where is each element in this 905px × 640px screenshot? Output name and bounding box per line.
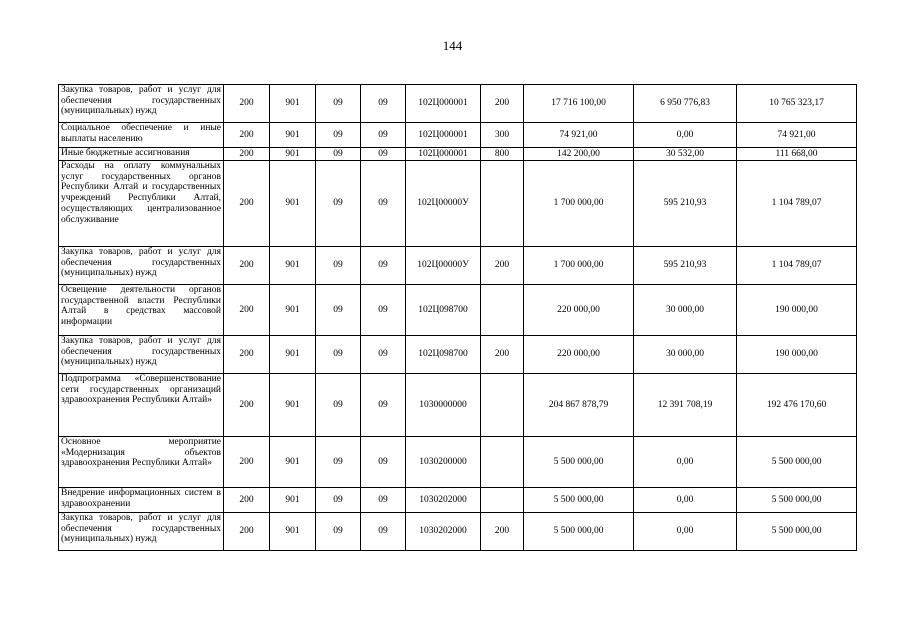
row-amount-planned: 220 000,00	[524, 285, 634, 336]
row-code-admin: 200	[224, 374, 270, 437]
row-code-admin: 200	[224, 161, 270, 247]
row-amount-executed: 30 000,00	[634, 336, 737, 374]
row-code-admin: 200	[224, 336, 270, 374]
row-code-section: 09	[316, 374, 361, 437]
row-code-section: 09	[316, 336, 361, 374]
row-amount-remaining: 190 000,00	[737, 285, 857, 336]
row-code-expense-type: 200	[481, 336, 524, 374]
row-code-expense-type	[481, 285, 524, 336]
row-code-section: 09	[316, 161, 361, 247]
row-code-target: 1030202000	[406, 488, 481, 513]
row-code-ministry: 901	[270, 161, 316, 247]
row-code-target: 1030200000	[406, 437, 481, 488]
row-amount-remaining: 5 500 000,00	[737, 488, 857, 513]
row-code-target: 1030202000	[406, 513, 481, 551]
row-amount-planned: 74 921,00	[524, 123, 634, 148]
row-amount-remaining: 1 104 789,07	[737, 247, 857, 285]
row-code-section: 09	[316, 285, 361, 336]
row-code-target: 102Ц000001	[406, 85, 481, 123]
row-code-subsection: 09	[361, 336, 406, 374]
row-name: Внедрение информационных систем в здравоохранении	[59, 488, 224, 513]
row-amount-remaining: 190 000,00	[737, 336, 857, 374]
row-code-subsection: 09	[361, 85, 406, 123]
row-code-subsection: 09	[361, 123, 406, 148]
row-amount-planned: 1 700 000,00	[524, 161, 634, 247]
row-code-ministry: 901	[270, 437, 316, 488]
row-amount-planned: 5 500 000,00	[524, 437, 634, 488]
row-amount-planned: 1 700 000,00	[524, 247, 634, 285]
row-code-expense-type	[481, 488, 524, 513]
row-code-subsection: 09	[361, 285, 406, 336]
row-name: Основное мероприятие «Модернизация объектов здравоохранения Республики Алтай»	[59, 437, 224, 488]
row-name: Социальное обеспечение и иные выплаты населению	[59, 123, 224, 148]
table-row	[59, 85, 857, 123]
row-code-ministry: 901	[270, 374, 316, 437]
row-amount-executed: 30 000,00	[634, 285, 737, 336]
row-code-ministry: 901	[270, 285, 316, 336]
row-code-subsection: 09	[361, 488, 406, 513]
row-code-subsection: 09	[361, 437, 406, 488]
row-code-target: 102Ц098700	[406, 285, 481, 336]
row-amount-planned: 204 867 878,79	[524, 374, 634, 437]
row-code-admin: 200	[224, 285, 270, 336]
row-amount-remaining: 1 104 789,07	[737, 161, 857, 247]
row-amount-executed: 595 210,93	[634, 161, 737, 247]
row-code-section: 09	[316, 123, 361, 148]
row-amount-planned: 17 716 100,00	[524, 85, 634, 123]
table-row	[59, 336, 857, 374]
row-code-section: 09	[316, 488, 361, 513]
row-amount-remaining: 111 668,00	[737, 148, 857, 161]
row-code-target: 102Ц000001	[406, 123, 481, 148]
row-code-expense-type	[481, 161, 524, 247]
row-code-target: 102Ц00000У	[406, 247, 481, 285]
row-code-section: 09	[316, 148, 361, 161]
row-name: Расходы на оплату коммунальных услуг государственных органов Республики Алтай и государственных учреждений Республики Алтай, осуществляющих централизованное обслуживание	[59, 161, 224, 247]
row-code-subsection: 09	[361, 161, 406, 247]
row-code-admin: 200	[224, 123, 270, 148]
row-code-ministry: 901	[270, 123, 316, 148]
row-amount-executed: 12 391 708,19	[634, 374, 737, 437]
row-amount-executed: 0,00	[634, 123, 737, 148]
row-code-ministry: 901	[270, 148, 316, 161]
table-row	[59, 148, 857, 161]
row-code-target: 102Ц00000У	[406, 161, 481, 247]
row-code-target: 102Ц098700	[406, 336, 481, 374]
row-code-ministry: 901	[270, 336, 316, 374]
row-code-admin: 200	[224, 488, 270, 513]
table-row	[59, 247, 857, 285]
row-code-expense-type: 200	[481, 85, 524, 123]
row-code-admin: 200	[224, 513, 270, 551]
page-number: 144	[442, 38, 463, 53]
row-amount-remaining: 5 500 000,00	[737, 513, 857, 551]
row-amount-executed: 0,00	[634, 437, 737, 488]
row-code-ministry: 901	[270, 85, 316, 123]
row-code-subsection: 09	[361, 374, 406, 437]
row-code-section: 09	[316, 85, 361, 123]
row-code-expense-type: 200	[481, 247, 524, 285]
row-code-target: 1030000000	[406, 374, 481, 437]
table-row	[59, 488, 857, 513]
row-amount-planned: 5 500 000,00	[524, 488, 634, 513]
budget-table	[58, 84, 857, 551]
row-code-subsection: 09	[361, 513, 406, 551]
row-code-admin: 200	[224, 247, 270, 285]
row-name: Закупка товаров, работ и услуг для обеспечения государственных (муниципальных) нужд	[59, 513, 224, 551]
table-row	[59, 437, 857, 488]
row-code-admin: 200	[224, 85, 270, 123]
row-code-ministry: 901	[270, 488, 316, 513]
table-row	[59, 374, 857, 437]
row-name: Закупка товаров, работ и услуг для обеспечения государственных (муниципальных) нужд	[59, 336, 224, 374]
row-name: Закупка товаров, работ и услуг для обеспечения государственных (муниципальных) нужд	[59, 247, 224, 285]
row-amount-executed: 595 210,93	[634, 247, 737, 285]
row-code-subsection: 09	[361, 148, 406, 161]
row-amount-executed: 30 532,00	[634, 148, 737, 161]
row-amount-remaining: 74 921,00	[737, 123, 857, 148]
row-code-expense-type	[481, 437, 524, 488]
row-amount-executed: 6 950 776,83	[634, 85, 737, 123]
table-row	[59, 285, 857, 336]
table-row	[59, 513, 857, 551]
table-row	[59, 161, 857, 247]
row-code-expense-type: 300	[481, 123, 524, 148]
row-code-target: 102Ц000001	[406, 148, 481, 161]
row-code-ministry: 901	[270, 513, 316, 551]
row-code-expense-type: 200	[481, 513, 524, 551]
row-amount-remaining: 192 476 170,60	[737, 374, 857, 437]
row-name: Подпрограмма «Совершенствование сети государственных организаций здравоохранения Республики Алтай»	[59, 374, 224, 437]
row-code-expense-type	[481, 374, 524, 437]
row-amount-remaining: 10 765 323,17	[737, 85, 857, 123]
row-amount-executed: 0,00	[634, 513, 737, 551]
row-code-admin: 200	[224, 437, 270, 488]
row-name: Освещение деятельности органов государственной власти Республики Алтай в средствах массовой информации	[59, 285, 224, 336]
row-amount-executed: 0,00	[634, 488, 737, 513]
row-amount-remaining: 5 500 000,00	[737, 437, 857, 488]
row-name: Закупка товаров, работ и услуг для обеспечения государственных (муниципальных) нужд	[59, 85, 224, 123]
row-amount-planned: 142 200,00	[524, 148, 634, 161]
row-amount-planned: 5 500 000,00	[524, 513, 634, 551]
row-code-admin: 200	[224, 148, 270, 161]
row-code-expense-type: 800	[481, 148, 524, 161]
row-code-section: 09	[316, 247, 361, 285]
row-code-section: 09	[316, 437, 361, 488]
row-code-subsection: 09	[361, 247, 406, 285]
row-amount-planned: 220 000,00	[524, 336, 634, 374]
table-row	[59, 123, 857, 148]
row-code-section: 09	[316, 513, 361, 551]
row-code-ministry: 901	[270, 247, 316, 285]
row-name: Иные бюджетные ассигнования	[59, 148, 224, 161]
